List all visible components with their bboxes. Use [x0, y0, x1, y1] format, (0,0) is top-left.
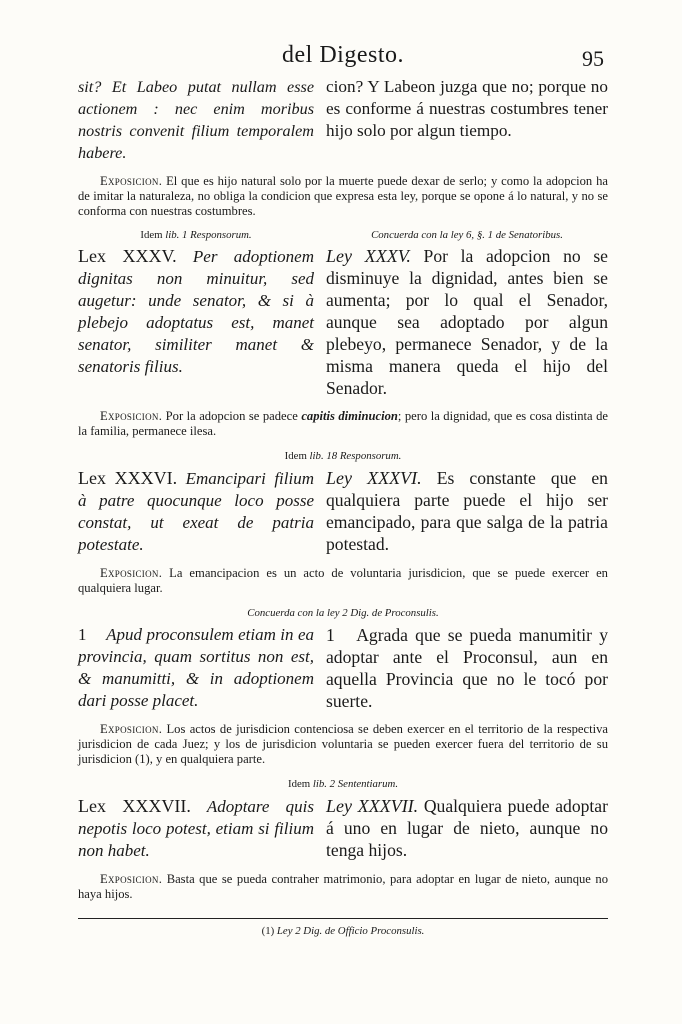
exposition-3 — [78, 566, 608, 596]
exposition-label: Exposicion. — [100, 722, 163, 736]
citation-text: Concuerda con la ley 2 Dig. de Proconsulis. — [247, 607, 439, 619]
exposition-5 — [78, 872, 608, 902]
spanish-body: Por la adopcion no se disminuye la dignidad, antes bien se aumenta; por lo qual el Senador, aunque sea adoptado por algun plebeyo, permanece Senador, y de la misma manera queda el hijo del Senador. — [326, 246, 608, 398]
spanish-body: Agrada que se pueda manumitir y adoptar ante el Proconsul, aun en aquella Provincia que no le tocó por suerte. — [326, 625, 608, 711]
citation-book: lib. 18 Responsorum. — [309, 450, 402, 462]
exposition-label: Exposicion. — [100, 174, 163, 188]
paragraph-number-latin: 1 — [78, 625, 87, 644]
citation-4 — [78, 606, 608, 620]
exposition-label: Exposicion. — [100, 566, 163, 580]
exposition-text-end: ; pero la dignidad, que es cosa distinta de la familia, permanece ilesa. — [78, 409, 608, 438]
exposition-emphasis: capitis diminucion — [301, 409, 398, 423]
exposition-text: Basta que se pueda contraher matrimonio, para adoptar en lugar de nieto, aunque no haya hijos. — [78, 872, 609, 901]
law-number-latin: Lex XXXV. — [78, 246, 177, 266]
citation-book: lib. 1 Responsorum. — [165, 229, 252, 241]
spanish-text — [326, 624, 608, 712]
spanish-text — [326, 245, 608, 399]
exposition-label: Exposicion. — [100, 872, 163, 886]
parallel-text-4 — [78, 624, 608, 712]
parallel-text-1 — [78, 76, 608, 164]
footnote-divider — [78, 918, 608, 919]
law-number-spanish: Ley XXXV. — [326, 246, 411, 266]
latin-text — [78, 467, 314, 556]
exposition-text: Por la adopcion se padece — [165, 409, 298, 423]
latin-text — [78, 795, 314, 862]
footnote — [78, 925, 608, 937]
latin-body: Apud proconsulem etiam in ea provincia, quam sortitus non est, & manumitti, & in adoptionem dari posse placet. — [78, 625, 314, 710]
exposition-text: El que es hijo natural solo por la muerte puede dexar de serlo; y como la adopcion ha de imitar la naturaleza, no obliga la condicion que expresa esta ley, porque se opone á lo natural, y no se conforma con nuestras costumbres. — [78, 174, 608, 218]
footnote-mark: (1) — [261, 925, 275, 937]
latin-text — [78, 624, 314, 712]
citation-right: Concuerda con la ley 6, §. 1 de Senatoribus. — [371, 229, 563, 241]
parallel-text-5 — [78, 795, 608, 862]
parallel-text-2 — [78, 245, 608, 399]
book-page — [78, 40, 608, 937]
citation-book: lib. 2 Sententiarum. — [312, 778, 399, 790]
latin-text: sit? Et Labeo putat nullam esse actionem : nec enim moribus nostris convenit filium temporalem habere. — [78, 78, 314, 162]
exposition-2 — [78, 409, 608, 439]
exposition-4 — [78, 722, 608, 767]
citation-row-2 — [78, 229, 608, 241]
page-number: 95 — [582, 46, 604, 71]
exposition-label: Exposicion. — [100, 409, 163, 423]
exposition-1 — [78, 174, 608, 219]
spanish-text — [326, 467, 608, 556]
parallel-text-3 — [78, 467, 608, 556]
latin-body: Emancipari filium à patre quocunque loco posse constat, ut exeat de patria potestate. — [78, 469, 314, 554]
citation-5 — [78, 777, 608, 791]
spanish-body: Es constante que en qualquiera parte puede el hijo ser emancipado, para que salga de la patria potestad. — [326, 468, 608, 554]
footnote-text: Ley 2 Dig. de Officio Proconsulis. — [276, 925, 425, 937]
running-header — [78, 40, 608, 76]
spanish-text: cion? Y Labeon juzga que no; porque no es conforme á nuestras costumbres tener hijo solo por algun tiempo. — [326, 77, 608, 140]
law-number-latin: Lex XXXVI. — [78, 468, 178, 488]
spanish-text — [326, 795, 608, 862]
law-number-latin: Lex XXXVII. — [78, 796, 191, 816]
paragraph-number-spanish: 1 — [326, 625, 335, 645]
latin-body: Per adoptionem dignitas non minuitur, sed augetur: unde senator, & si à plebejo adoptatus est, manet senator, similiter manet & senatoris filius. — [78, 247, 314, 376]
citation-author: Idem — [140, 229, 163, 241]
citation-left — [78, 229, 314, 241]
law-number-spanish: Ley XXXVI. — [326, 468, 422, 488]
latin-text — [78, 245, 314, 399]
spanish-body: Qualquiera puede adoptar á uno en lugar de nieto, aunque no tenga hijos. — [326, 796, 608, 860]
page-title: del Digesto. — [282, 42, 404, 68]
citation-author: Idem — [287, 778, 311, 790]
latin-body: Adoptare quis nepotis loco potest, etiam si filium non habet. — [78, 797, 315, 860]
exposition-text: La emancipacion es un acto de voluntaria jurisdicion, que se puede exercer en qualquiera lugar. — [78, 566, 608, 595]
citation-author: Idem — [284, 450, 307, 462]
exposition-text: Los actos de jurisdicion contenciosa se deben exercer en el territorio de la respectiva jurisdicion de cada Juez; y los de jurisdicion voluntaria se pueden exercer fuera del territorio de su jurisdicion (1), y en qualquiera parte. — [78, 722, 608, 766]
citation-3 — [78, 449, 608, 463]
law-number-spanish: Ley XXXVII. — [326, 796, 419, 816]
